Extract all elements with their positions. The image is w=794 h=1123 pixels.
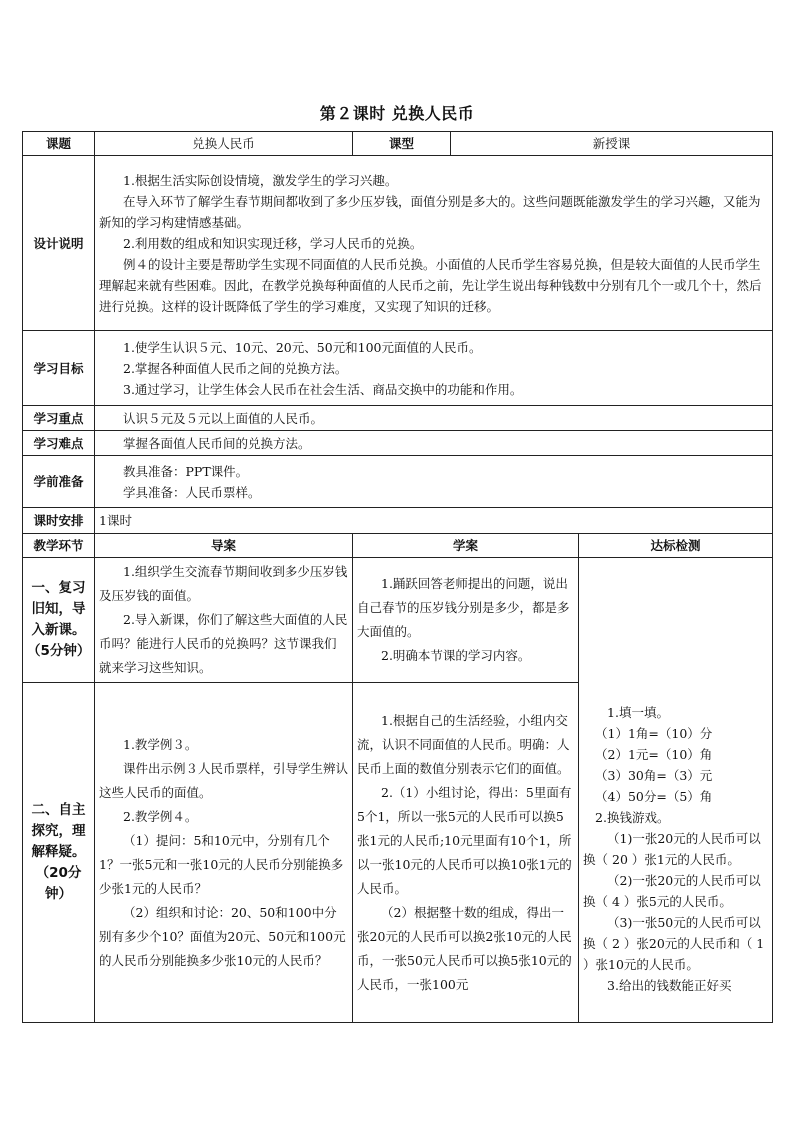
guide-line: 2.导入新课，你们了解这些大面值的人民币吗？能进行人民币的兑换吗？这节课我们就来学习这些知识。 — [99, 612, 348, 675]
goal-line: 1.使学生认识５元、10元、20元、50元和100元面值的人民币。 — [123, 339, 482, 355]
schedule-label: 课时安排 — [23, 508, 95, 534]
check-line: （2）1元=（10）角 — [595, 747, 713, 762]
check-line: （3）30角=（3）元 — [595, 768, 713, 783]
stage1-name: 一、复习旧知，导入新课。（5分钟） — [23, 558, 95, 683]
check-content — [579, 558, 773, 1023]
check-line: 2.换钱游戏。 — [595, 810, 670, 825]
col-guide-header: 导案 — [95, 534, 353, 558]
check-line: （3)一张50元的人民币可以换（ 2 ）张20元的人民币和（ 1 ）张10元的人民币。 — [583, 915, 765, 972]
col-stage-header: 教学环节 — [23, 534, 95, 558]
schedule-row — [23, 508, 773, 534]
page-title: 第２课时 兑换人民币 — [319, 104, 475, 123]
goal-line: 2.掌握各种面值人民币之间的兑换方法。 — [123, 360, 348, 376]
check-line: （1）1角=（10）分 — [595, 726, 713, 741]
prep-label: 学前准备 — [23, 456, 95, 508]
goals-row — [23, 331, 773, 406]
key-point-label: 学习重点 — [23, 406, 95, 431]
design-content — [95, 156, 773, 331]
stage1-study — [353, 558, 579, 683]
guide-line: （2）组织和讨论：20、50和100中分别有多少个10？面值为20元、50元和100元的人民币分别能换多少张10元的人民币？ — [99, 904, 346, 968]
guide-line: 1.教学例３。 — [123, 736, 198, 752]
study-line: 1.根据自己的生活经验，小组内交流，认识不同面值的人民币。明确：人民币上面的数值分别表示它们的面值。 — [357, 712, 570, 776]
study-line: 2.明确本节课的学习内容。 — [381, 648, 531, 663]
study-line: 2.（1）小组讨论，得出：5里面有5个1，所以一张5元的人民币可以换5张1元的人民币;10元里面有10个1，所以一张10元的人民币可以换10张1元的人民币。 — [357, 784, 572, 896]
type-label: 课型 — [353, 132, 451, 156]
check-line: （4）50分=（5）角 — [595, 789, 713, 804]
prep-row — [23, 456, 773, 508]
design-line: 1.根据生活实际创设情境，激发学生的学习兴趣。 — [123, 172, 398, 188]
schedule-text: 1课时 — [95, 508, 773, 534]
prep-content — [95, 456, 773, 508]
check-line: 3.给出的钱数能正好买 — [607, 978, 732, 993]
guide-line: 课件出示例３人民币票样，引导学生辨认这些人民币的面值。 — [99, 760, 349, 800]
col-study-header: 学案 — [353, 534, 579, 558]
key-point-row — [23, 406, 773, 431]
lesson-plan-table — [22, 131, 773, 1023]
key-point-text — [95, 406, 773, 431]
check-line: （1)一张20元的人民币可以换（ 20 ）张1元的人民币。 — [583, 831, 761, 867]
design-line: 在导入环节了解学生春节期间都收到了多少压岁钱，面值分别是多大的。这些问题既能激发学生的学习兴趣，又能为新知的学习构建情感基础。 — [99, 193, 761, 230]
design-line: 例４的设计主要是帮助学生实现不同面值的人民币兑换。小面值的人民币学生容易兑换，但是较大面值的人民币学生理解起来就有些困难。因此，在教学兑换每种面值的人民币之前，先让学生说出每种钱数中分别有几个一或几个十，然后进行兑换。这样的设计既降低了学生的学习难度，又实现了知识的迁移。 — [99, 256, 762, 314]
prep-line: 教具准备：PPT课件。 — [123, 463, 249, 479]
topic-value: 兑换人民币 — [95, 132, 353, 156]
guide-line: （1）提问：5和10元中，分别有几个1？一张5元和一张10元的人民币分别能换多少张1元的人民币？ — [99, 832, 344, 896]
stage2-name: 二、自主探究，理解释疑。（20分钟） — [23, 683, 95, 1023]
difficulty-value: 掌握各面值人民币间的兑换方法。 — [123, 435, 311, 451]
difficulty-text — [95, 431, 773, 456]
header-row — [23, 132, 773, 156]
design-label: 设计说明 — [23, 156, 95, 331]
col-check-header: 达标检测 — [579, 534, 773, 558]
key-point-value: 认识５元及５元以上面值的人民币。 — [123, 410, 324, 426]
columns-row — [23, 534, 773, 558]
goals-label: 学习目标 — [23, 331, 95, 406]
stage1-guide — [95, 558, 353, 683]
type-value: 新授课 — [451, 132, 773, 156]
design-line: 2.利用数的组成和知识实现迁移，学习人民币的兑换。 — [123, 235, 423, 251]
check-line: 1.填一填。 — [607, 705, 669, 720]
check-line: （2)一张20元的人民币可以换（ 4 ）张5元的人民币。 — [583, 873, 761, 909]
difficulty-label: 学习难点 — [23, 431, 95, 456]
study-line: （2）根据整十数的组成，得出一张20元的人民币可以换2张10元的人民币，一张50元人民币可以换5张10元的人民币，一张100元 — [357, 904, 572, 992]
stage2-guide — [95, 683, 353, 1023]
design-row — [23, 156, 773, 331]
prep-line: 学具准备：人民币票样。 — [123, 484, 261, 500]
study-line: 1.踊跃回答老师提出的问题，说出自己春节的压岁钱分别是多少，都是多大面值的。 — [357, 576, 570, 639]
goal-line: 3.通过学习，让学生体会人民币在社会生活、商品交换中的功能和作用。 — [123, 381, 523, 397]
difficulty-row — [23, 431, 773, 456]
guide-line: 2.教学例４。 — [123, 808, 198, 824]
stage2-study — [353, 683, 579, 1023]
topic-label: 课题 — [23, 132, 95, 156]
guide-line: 1.组织学生交流春节期间收到多少压岁钱及压岁钱的面值。 — [99, 564, 348, 603]
goals-content — [95, 331, 773, 406]
stage1-row — [23, 558, 773, 683]
